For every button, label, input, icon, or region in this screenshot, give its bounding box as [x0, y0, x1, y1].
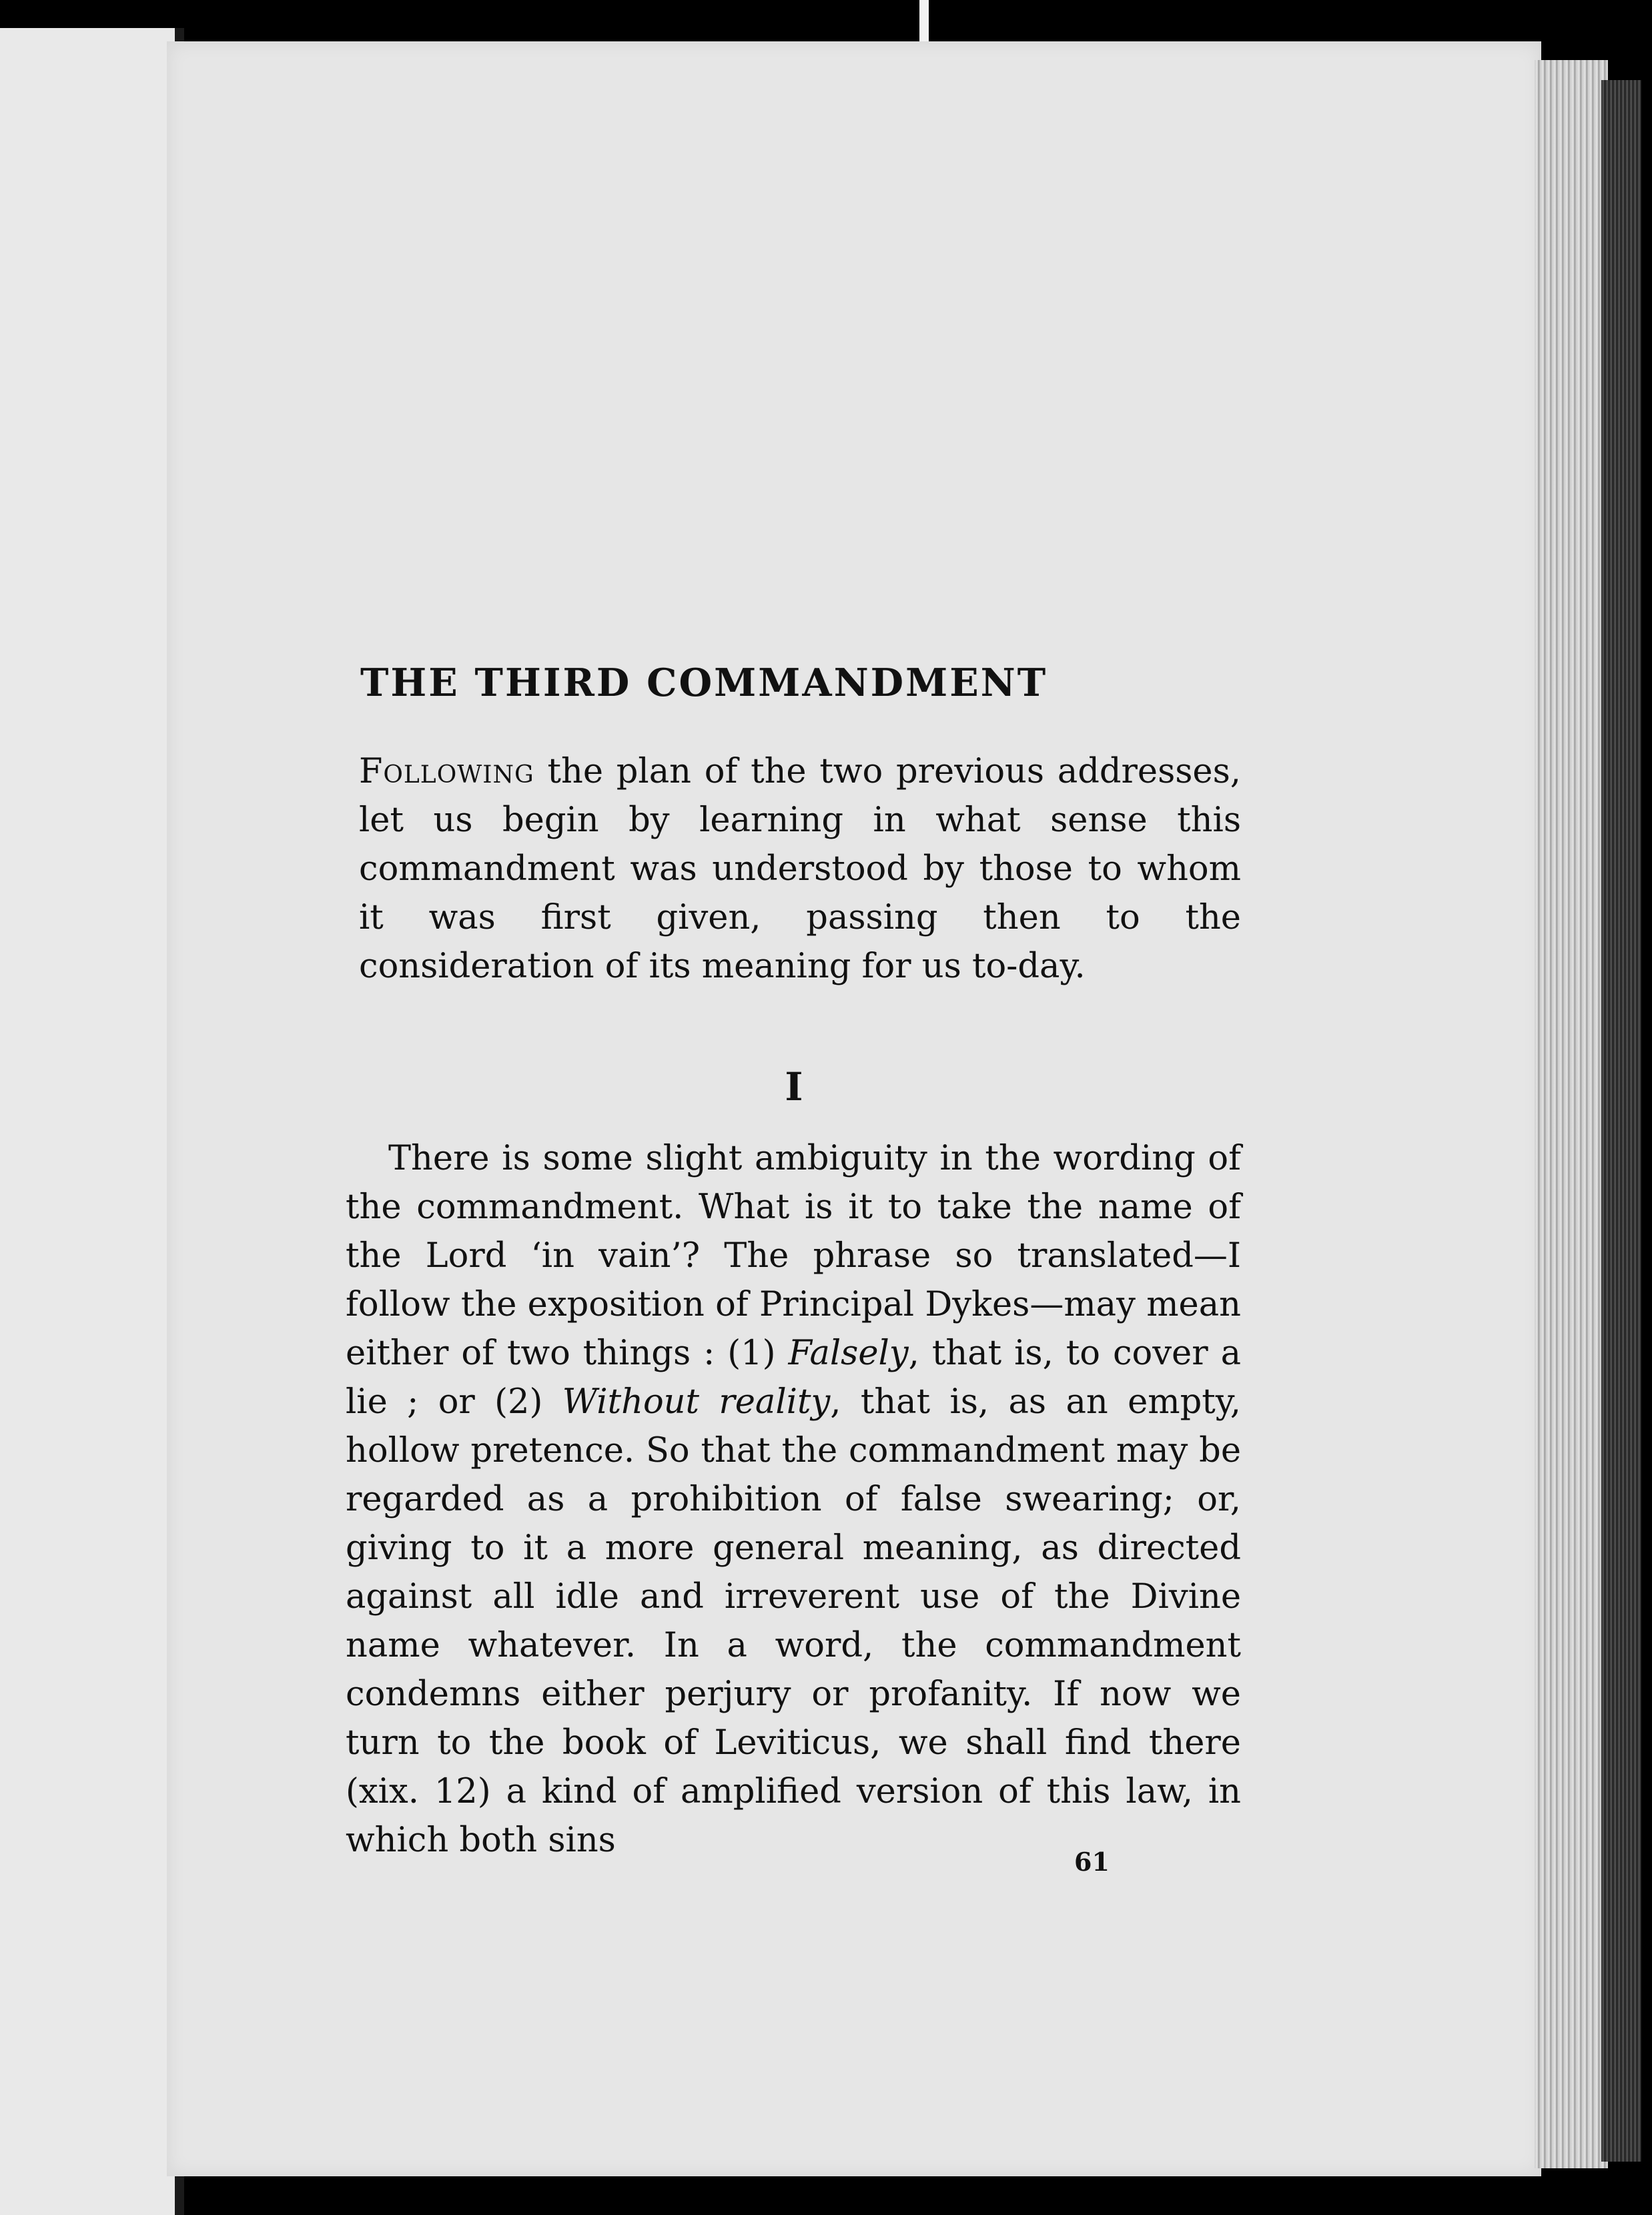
intro-text: the plan of the two previous addresses, let us begin by learning in what sense this commandment was understood by those to whom it was first given, passing then to the consideration of its meaning for us to-day.	[359, 752, 1241, 986]
bookmark-ribbon	[919, 0, 929, 47]
body-text-2: , that is, to cover a lie ; or (2)	[346, 1334, 1242, 1422]
body-text-3: , that is, as an empty, hollow pretence. So that the commandment may be regarded as a prohibition of false swearing; or, giving to it a more general meaning, as directed against all idle and irreverent use of the Divine name whatever. In a word, the commandment condemns either perjury or profanity. If now we turn to the book of Leviticus, we shall find there (xix. 12) a kind of amplified version of this law, in which both sins	[346, 1382, 1241, 1860]
facing-page	[0, 28, 184, 2215]
book-cover-edge	[1601, 80, 1641, 2162]
body-paragraph	[346, 1134, 1241, 1865]
page-edges	[1535, 60, 1608, 2168]
body-text-1: There is some slight ambiguity in the wording of the commandment. What is it to take the name of the Lord ‘in vain’? The phrase so translated—I follow the exposition of Principal Dykes—may mean either of two things : (1)	[346, 1139, 1241, 1373]
section-number: I	[785, 1064, 803, 1110]
intro-paragraph	[359, 747, 1241, 994]
emphasis-without-reality: Without reality	[562, 1382, 831, 1422]
chapter-heading: THE THIRD COMMANDMENT	[360, 660, 1048, 705]
emphasis-falsely: Falsely	[788, 1334, 909, 1373]
intro-lead-word: Following	[359, 752, 534, 791]
page-number: 61	[1074, 1847, 1110, 1877]
